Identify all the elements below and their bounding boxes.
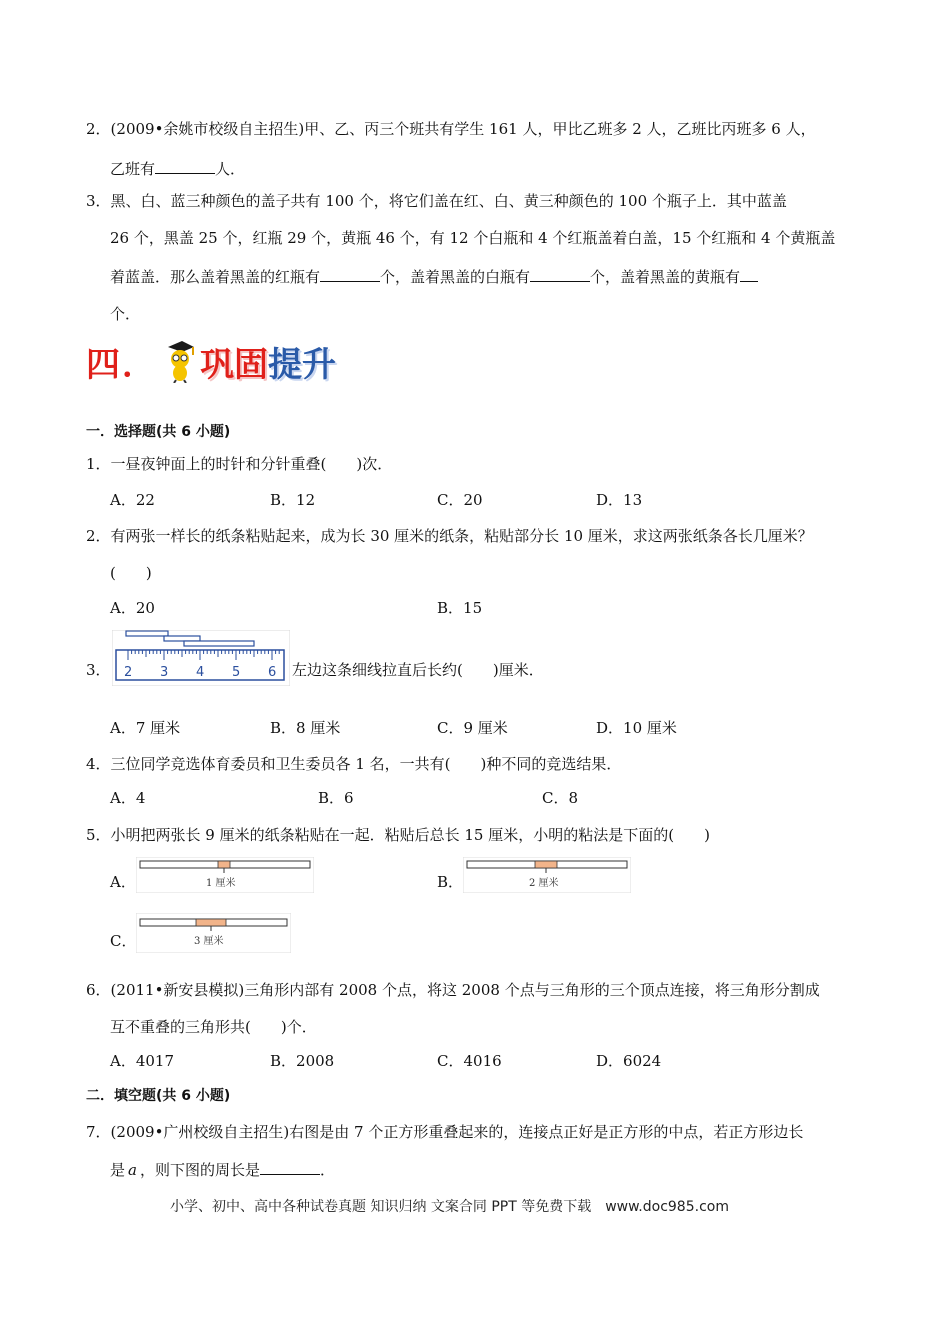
q7-variable: a [128,1161,137,1179]
q5-option-a-label[interactable]: A． [110,873,136,891]
q2-line2 [110,158,245,179]
section-title-choice: 一．选择题(共 6 小题) [86,424,231,440]
q2-line2-prefix: 乙班有 [110,160,156,178]
heading-number: 四． [86,344,158,385]
q4-text: 4．三位同学竞选体育委员和卫生委员各 1 名，一共有( )种不同的竞选结果． [86,755,622,773]
q6-line1: 6．(2011•新安县模拟)三角形内部有 2008 个点，将这 2008 个点与三角形的三个顶点连接，将三角形分割成 [86,981,820,999]
q6-line2: 互不重叠的三角形共( )个． [110,1018,317,1036]
q2-line2-suffix: 人． [215,160,246,178]
q5-option-b-label[interactable]: B． [437,873,464,891]
q1-option-d[interactable]: D．13 [596,491,643,509]
q7-line2-mid: ，则下图的周长是 [139,1161,260,1179]
q5-option-c-caption: 3 厘米 [194,936,224,947]
q3-line4: 个． [110,305,141,323]
ruler-tick-label: 2 [124,665,133,680]
q4-option-c[interactable]: C．8 [542,789,579,807]
section-title-fill: 二．填空题(共 6 小题) [86,1088,231,1104]
q1-option-b[interactable]: B．12 [270,491,316,509]
q7-line2-suffix: ． [319,1161,335,1179]
ruler-tick-label: 5 [232,665,241,680]
q1-option-c[interactable]: C．20 [437,491,483,509]
q1-text: 1．一昼夜钟面上的时针和分针重叠( )次． [86,455,393,473]
q3b-option-b[interactable]: B．8 厘米 [270,719,341,737]
q3b-text: 左边这条细线拉直后长约( )厘米． [292,661,544,679]
q3-line3-part-a: 着蓝盖．那么盖着黑盖的红瓶有 [110,268,321,286]
ruler-figure [112,630,290,686]
q1-option-a[interactable]: A．22 [110,491,155,509]
answer-blank[interactable] [260,1159,320,1175]
graduate-mascot-icon [160,339,196,383]
q2-line1: 2．(2009•余姚市校级自主招生)甲、乙、丙三个班共有学生 161 人，甲比乙班多 2 人，乙班比丙班多 6 人， [86,120,816,138]
answer-blank[interactable] [320,266,380,282]
q3b-option-a[interactable]: A．7 厘米 [110,719,181,737]
heading-title-blue: 提升 [268,344,336,385]
q6-option-d[interactable]: D．6024 [596,1052,662,1070]
q3-line3-part-c: 个，盖着黑盖的黄瓶有 [590,268,741,286]
q5-option-b-figure[interactable] [463,857,631,893]
answer-blank[interactable] [530,266,590,282]
ruler-tick-label: 3 [160,665,169,680]
section-heading [86,338,336,384]
q3-line3-part-b: 个，盖着黑盖的白瓶有 [380,268,531,286]
q3-line3 [110,266,758,287]
q3-line1: 3．黑、白、蓝三种颜色的盖子共有 100 个，将它们盖在红、白、黄三种颜色的 100 个瓶子上．其中蓝盖 [86,192,787,210]
q7-line1: 7．(2009•广州校级自主招生)右图是由 7 个正方形重叠起来的，连接点正好是正方形的中点，若正方形边长 [86,1123,804,1141]
q5-option-a-figure[interactable] [136,857,314,893]
ruler-tick-label: 6 [268,665,277,680]
q6-option-c[interactable]: C．4016 [437,1052,502,1070]
q7-line2 [110,1159,335,1180]
heading-title-red: 巩固 [200,344,268,385]
q2b-line2: ( ) [110,564,152,582]
ruler-tick-label: 4 [196,665,205,680]
q5-option-c-label[interactable]: C． [110,932,137,950]
q5-option-b-caption: 2 厘米 [529,878,559,889]
q5-text: 5．小明把两张长 9 厘米的纸条粘贴在一起．粘贴后总长 15 厘米，小明的粘法是下面的( ) [86,826,710,844]
q7-line2-prefix: 是 [110,1161,126,1179]
q2b-option-b[interactable]: B．15 [437,599,483,617]
q3b-number: 3． [86,661,111,679]
answer-blank[interactable] [740,266,758,282]
q2b-line1: 2．有两张一样长的纸条粘贴起来，成为长 30 厘米的纸条，粘贴部分长 10 厘米，求这两张纸条各长几厘米？ [86,527,813,545]
q6-option-a[interactable]: A．4017 [110,1052,175,1070]
q4-option-b[interactable]: B．6 [318,789,354,807]
q3b-option-c[interactable]: C．9 厘米 [437,719,508,737]
answer-blank[interactable] [155,158,215,174]
q2b-option-a[interactable]: A．20 [110,599,155,617]
page-footer: 小学、初中、高中各种试卷真题 知识归纳 文案合同 PPT 等免费下载 www.doc985.com [170,1199,729,1215]
q6-option-b[interactable]: B．2008 [270,1052,335,1070]
q3-line2: 26 个，黑盖 25 个，红瓶 29 个，黄瓶 46 个，有 12 个白瓶和 4 个红瓶盖着白盖，15 个红瓶和 4 个黄瓶盖 [110,229,836,247]
q5-option-c-figure[interactable] [136,913,291,953]
q5-option-a-caption: 1 厘米 [206,878,236,889]
q3b-option-d[interactable]: D．10 厘米 [596,719,677,737]
q4-option-a[interactable]: A．4 [110,789,146,807]
